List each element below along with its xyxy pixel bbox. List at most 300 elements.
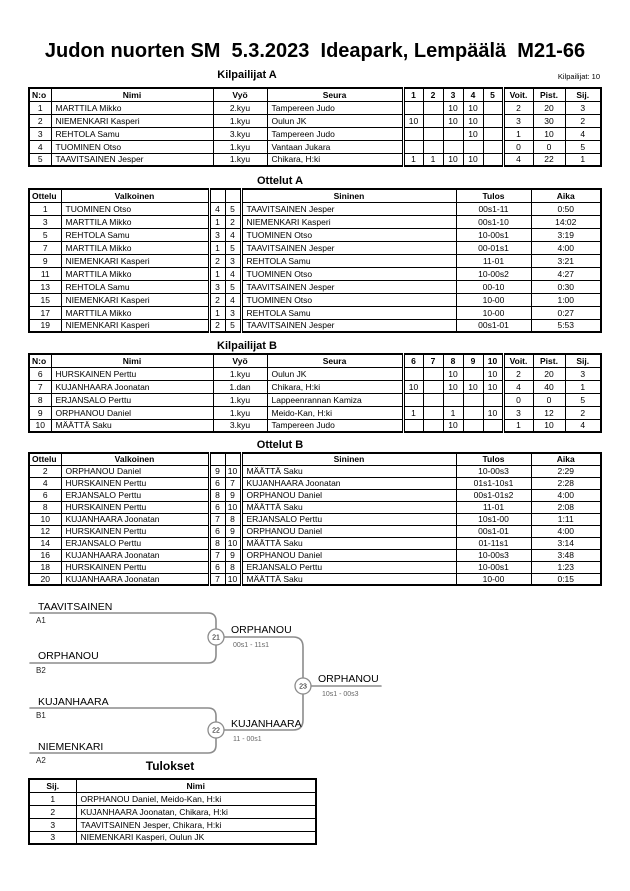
table-cell: 10-00s3 [456, 549, 531, 561]
table-row [29, 792, 316, 805]
table-cell: 2 [565, 114, 601, 127]
table-cell: 1 [443, 406, 463, 419]
table-cell: 10-00s1 [456, 228, 531, 241]
table-cell: HURSKAINEN Perttu [61, 525, 209, 537]
table-cell: 40 [533, 380, 565, 393]
table-cell [403, 367, 423, 380]
table-cell [403, 127, 423, 140]
table-cell: 10 [483, 380, 503, 393]
table-cell [463, 419, 483, 432]
table-cell: 9 [209, 465, 225, 477]
table-cell: MARTTILA Mikko [61, 306, 209, 319]
table-cell: 10 [225, 501, 241, 513]
table-row [29, 818, 316, 831]
table-cell: TAAVITSAINEN Jesper [51, 153, 213, 166]
table-row [29, 153, 601, 166]
table-cell: ORPHANOU Daniel [241, 489, 456, 501]
table-row [29, 489, 601, 501]
table-cell: 8 [225, 513, 241, 525]
table-cell: 10 [483, 367, 503, 380]
table-cell: 5 [565, 393, 601, 406]
table-cell: 3 [29, 818, 76, 831]
table-cell: REHTOLA Samu [61, 228, 209, 241]
table-cell: 4 [225, 228, 241, 241]
table-cell: 1 [503, 127, 533, 140]
table-row [29, 228, 601, 241]
table-cell: 15 [29, 293, 61, 306]
header-row [29, 453, 601, 465]
table-cell: 10-00s1 [456, 561, 531, 573]
table-cell: 2 [29, 114, 51, 127]
table-cell: 3 [503, 114, 533, 127]
table-cell: 6 [209, 561, 225, 573]
table-cell: NIEMENKARI Kasperi [61, 293, 209, 306]
table-cell [483, 101, 503, 114]
column-header: Pist. [533, 354, 565, 367]
column-header: 6 [403, 354, 423, 367]
table-cell: 10-00s3 [456, 465, 531, 477]
table-cell: 01-11s1 [456, 537, 531, 549]
table-cell: 10 [463, 153, 483, 166]
table-cell: 01s1-10s1 [456, 477, 531, 489]
column-header: Aika [531, 453, 601, 465]
column-header: 8 [443, 354, 463, 367]
table-cell: 4 [29, 140, 51, 153]
table-cell: 3 [225, 306, 241, 319]
table-cell: 1 [209, 215, 225, 228]
column-header: N:o [29, 354, 51, 367]
table-cell: 00s1-01 [456, 319, 531, 332]
table-cell: 2 [29, 805, 76, 818]
table-cell: ERJANSALO Perttu [241, 561, 456, 573]
table-cell: 10 [443, 153, 463, 166]
table-cell: Tampereen Judo [267, 127, 403, 140]
table-cell [483, 140, 503, 153]
table-cell: 1:00 [531, 293, 601, 306]
table-cell: 2:29 [531, 465, 601, 477]
bracket-seed-b2: B2 [36, 666, 46, 675]
table-row [29, 573, 601, 585]
column-header: Seura [267, 88, 403, 101]
table-cell: Oulun JK [267, 367, 403, 380]
table-row [29, 293, 601, 306]
column-header: 2 [423, 88, 443, 101]
column-header: Tulos [456, 453, 531, 465]
column-header: 5 [483, 88, 503, 101]
table-cell: 7 [29, 241, 61, 254]
table-cell: MÄÄTTÄ Saku [241, 537, 456, 549]
column-header [209, 453, 225, 465]
table-cell: 18 [29, 561, 61, 573]
table-row [29, 513, 601, 525]
table-row [29, 393, 601, 406]
table-cell [483, 393, 503, 406]
table-cell: KUJANHAARA Joonatan [61, 549, 209, 561]
table-cell: 00s1-11 [456, 202, 531, 215]
table-cell: 7 [225, 477, 241, 489]
table-cell: 4 [29, 477, 61, 489]
table-cell: 10 [403, 380, 423, 393]
table-cell: 14:02 [531, 215, 601, 228]
section-heading-kilpailijat-b: Kilpailijat B [217, 340, 277, 352]
column-header: Tulos [456, 189, 531, 202]
table-cell: MARTTILA Mikko [61, 267, 209, 280]
table-cell: 2 [503, 367, 533, 380]
table-cell: 0:15 [531, 573, 601, 585]
match-22-winner: KUJANHAARA [231, 718, 302, 730]
table-cell: 5:53 [531, 319, 601, 332]
column-header: Pist. [533, 88, 565, 101]
table-cell: MÄÄTTÄ Saku [241, 501, 456, 513]
table-cell: 20 [533, 367, 565, 380]
table-row [29, 561, 601, 573]
table-row [29, 549, 601, 561]
table-cell: 8 [29, 393, 51, 406]
table-cell: 3:48 [531, 549, 601, 561]
table-cell: MARTTILA Mikko [51, 101, 213, 114]
table-cell: 5 [565, 140, 601, 153]
table-cell: 10 [443, 380, 463, 393]
table-cell: Tampereen Judo [267, 419, 403, 432]
header-row [29, 189, 601, 202]
section-heading-tulokset: Tulokset [145, 759, 195, 773]
table-cell: MÄÄTTÄ Saku [241, 573, 456, 585]
table-cell: 8 [29, 501, 61, 513]
table-row [29, 280, 601, 293]
table-cell: 0 [503, 393, 533, 406]
table-cell [463, 406, 483, 419]
table-cell: 1.kyu [213, 367, 267, 380]
table-cell: 4 [225, 293, 241, 306]
table-cell: 10-00 [456, 306, 531, 319]
table-cell: NIEMENKARI Kasperi [61, 319, 209, 332]
header-row [29, 354, 601, 367]
table-cell: TAAVITSAINEN Jesper [241, 241, 456, 254]
table-row [29, 127, 601, 140]
table-cell: 00-01s1 [456, 241, 531, 254]
table-cell: 1.dan [213, 380, 267, 393]
table-cell: 10 [443, 367, 463, 380]
bracket-seed-a2: A2 [36, 756, 46, 765]
table-cell [423, 101, 443, 114]
table-cell: 4:00 [531, 489, 601, 501]
table-row [29, 306, 601, 319]
table-cell [403, 393, 423, 406]
match-23-winner: ORPHANOU [318, 673, 379, 685]
table-cell: 2 [209, 319, 225, 332]
column-header: Voit. [503, 354, 533, 367]
table-cell: 0:50 [531, 202, 601, 215]
table-cell: Chikara, H:ki [267, 380, 403, 393]
table-cell: 22 [533, 153, 565, 166]
table-cell: MARTTILA Mikko [61, 241, 209, 254]
table-cell: 6 [209, 477, 225, 489]
column-header: Ottelu [29, 453, 61, 465]
table-cell: ORPHANOU Daniel [241, 525, 456, 537]
ottelut-b-table [28, 452, 602, 586]
table-cell: 1 [29, 202, 61, 215]
column-header: Sij. [565, 88, 601, 101]
column-header: Ottelu [29, 189, 61, 202]
table-cell: 4 [565, 127, 601, 140]
table-row [29, 114, 601, 127]
table-cell: ERJANSALO Perttu [51, 393, 213, 406]
bracket-player-a2: NIEMENKARI [38, 741, 104, 753]
table-row [29, 465, 601, 477]
table-cell: NIEMENKARI Kasperi [51, 114, 213, 127]
table-cell: ORPHANOU Daniel [51, 406, 213, 419]
table-cell: 10 [443, 419, 463, 432]
table-cell: MÄÄTTÄ Saku [241, 465, 456, 477]
bracket-player-b1: KUJANHAARA [38, 696, 109, 708]
column-header: 10 [483, 354, 503, 367]
table-cell: 0 [503, 140, 533, 153]
section-heading-ottelut-b: Ottelut B [256, 439, 304, 451]
table-cell: 4:00 [531, 241, 601, 254]
table-cell: 1 [565, 153, 601, 166]
table-cell: 10 [443, 114, 463, 127]
kilpailijat-a-table [28, 87, 602, 167]
match-23-number: 23 [299, 683, 307, 691]
table-cell: 4 [503, 153, 533, 166]
table-cell: 30 [533, 114, 565, 127]
table-cell [423, 406, 443, 419]
table-row [29, 501, 601, 513]
table-cell: 7 [209, 573, 225, 585]
table-cell: 3:19 [531, 228, 601, 241]
table-cell [423, 380, 443, 393]
table-cell: ERJANSALO Perttu [61, 537, 209, 549]
match-22-number: 22 [212, 727, 220, 735]
column-header: 3 [443, 88, 463, 101]
table-row [29, 406, 601, 419]
table-cell: ORPHANOU Daniel [61, 465, 209, 477]
table-cell: 2 [209, 293, 225, 306]
table-cell: 6 [209, 501, 225, 513]
table-cell: 2 [29, 465, 61, 477]
table-cell: 8 [209, 489, 225, 501]
table-cell [423, 114, 443, 127]
table-cell: Meido-Kan, H:ki [267, 406, 403, 419]
table-cell: HURSKAINEN Perttu [61, 477, 209, 489]
column-header: Valkoinen [61, 189, 209, 202]
table-cell: 4:27 [531, 267, 601, 280]
table-cell: 10s1-00 [456, 513, 531, 525]
competitors-count-label: Kilpailijat: 10 [557, 72, 600, 81]
table-row [29, 367, 601, 380]
table-cell [443, 393, 463, 406]
table-cell [423, 419, 443, 432]
section-heading-kilpailijat-a: Kilpailijat A [217, 69, 277, 81]
table-cell: 3:14 [531, 537, 601, 549]
table-cell: 2 [209, 254, 225, 267]
table-cell: 2.kyu [213, 101, 267, 114]
table-cell: 3 [29, 127, 51, 140]
table-cell: 3 [565, 101, 601, 114]
table-cell: 8 [225, 561, 241, 573]
table-cell: 1:11 [531, 513, 601, 525]
table-cell: 19 [29, 319, 61, 332]
table-cell: HURSKAINEN Perttu [61, 501, 209, 513]
table-cell [443, 140, 463, 153]
table-cell: 1.kyu [213, 140, 267, 153]
table-cell [423, 367, 443, 380]
table-cell: 10 [443, 101, 463, 114]
table-cell: 5 [225, 319, 241, 332]
table-cell: KUJANHAARA Joonatan [61, 573, 209, 585]
table-cell: 1 [209, 241, 225, 254]
table-cell: 3:21 [531, 254, 601, 267]
table-cell [403, 101, 423, 114]
table-cell [483, 419, 503, 432]
column-header: Valkoinen [61, 453, 209, 465]
table-cell: MÄÄTTÄ Saku [51, 419, 213, 432]
table-cell: 5 [225, 241, 241, 254]
kilpailijat-b-table [28, 353, 602, 433]
column-header: 7 [423, 354, 443, 367]
table-cell: NIEMENKARI Kasperi, Oulun JK [76, 831, 316, 844]
column-header: Seura [267, 354, 403, 367]
table-cell: 9 [29, 406, 51, 419]
table-cell: 2:28 [531, 477, 601, 489]
table-cell: NIEMENKARI Kasperi [61, 254, 209, 267]
table-cell: 1.kyu [213, 114, 267, 127]
table-cell: 5 [225, 280, 241, 293]
bracket-player-b2: ORPHANOU [38, 650, 99, 662]
match-23-score: 10s1 - 00s3 [322, 691, 359, 698]
table-cell [463, 367, 483, 380]
table-cell: 00-10 [456, 280, 531, 293]
table-cell: REHTOLA Samu [241, 306, 456, 319]
table-cell: 16 [29, 549, 61, 561]
table-row [29, 241, 601, 254]
ottelut-a-table [28, 188, 602, 333]
table-cell: 10 [463, 380, 483, 393]
table-cell: 11-01 [456, 501, 531, 513]
table-cell: Oulun JK [267, 114, 403, 127]
table-cell: 1.kyu [213, 153, 267, 166]
table-cell [483, 127, 503, 140]
table-cell: 0 [533, 393, 565, 406]
bracket-seed-a1: A1 [36, 616, 46, 625]
table-cell: 10 [463, 114, 483, 127]
table-cell: KUJANHAARA Joonatan, Chikara, H:ki [76, 805, 316, 818]
table-cell: 9 [225, 489, 241, 501]
table-cell: 3.kyu [213, 419, 267, 432]
table-cell [423, 140, 443, 153]
table-cell: 3 [225, 254, 241, 267]
table-cell: 4 [503, 380, 533, 393]
table-cell: 7 [29, 380, 51, 393]
tulokset-table [28, 778, 317, 845]
table-cell: 12 [533, 406, 565, 419]
table-cell [403, 419, 423, 432]
table-cell: MARTTILA Mikko [61, 215, 209, 228]
table-cell: KUJANHAARA Joonatan [61, 513, 209, 525]
column-header: Voit. [503, 88, 533, 101]
table-cell: Tampereen Judo [267, 101, 403, 114]
table-cell [423, 393, 443, 406]
header-row [29, 779, 316, 792]
table-cell: 9 [29, 254, 61, 267]
table-cell: 3 [29, 831, 76, 844]
table-cell: 10 [225, 465, 241, 477]
table-cell: TAAVITSAINEN Jesper [241, 202, 456, 215]
table-cell: 10 [225, 573, 241, 585]
table-cell: 12 [29, 525, 61, 537]
table-cell: 5 [225, 202, 241, 215]
table-cell: TUOMINEN Otso [241, 293, 456, 306]
column-header: Vyö [213, 88, 267, 101]
table-cell: 10 [29, 419, 51, 432]
table-cell: REHTOLA Samu [241, 254, 456, 267]
table-cell: ERJANSALO Perttu [61, 489, 209, 501]
table-cell: Chikara, H:ki [267, 153, 403, 166]
table-row [29, 202, 601, 215]
table-cell [423, 127, 443, 140]
table-cell [443, 127, 463, 140]
table-cell: TUOMINEN Otso [51, 140, 213, 153]
bracket-seed-b1: B1 [36, 711, 46, 720]
table-row [29, 319, 601, 332]
table-cell: 4:00 [531, 525, 601, 537]
table-cell [463, 393, 483, 406]
column-header: Sininen [241, 453, 456, 465]
table-cell: NIEMENKARI Kasperi [241, 215, 456, 228]
table-cell: 1 [403, 153, 423, 166]
table-cell [483, 114, 503, 127]
table-cell: 7 [209, 513, 225, 525]
column-header: Nimi [76, 779, 316, 792]
table-cell: 00s1-01s2 [456, 489, 531, 501]
column-header: Sij. [565, 354, 601, 367]
table-cell: ORPHANOU Daniel, Meido-Kan, H:ki [76, 792, 316, 805]
table-cell: 0:30 [531, 280, 601, 293]
table-cell: 9 [225, 549, 241, 561]
column-header: 4 [463, 88, 483, 101]
column-header: Vyö [213, 354, 267, 367]
column-header: Aika [531, 189, 601, 202]
table-cell: 1 [29, 792, 76, 805]
table-row [29, 477, 601, 489]
table-cell: 0 [533, 140, 565, 153]
table-cell: 2 [225, 215, 241, 228]
table-cell [483, 153, 503, 166]
column-header: N:o [29, 88, 51, 101]
table-cell: HURSKAINEN Perttu [51, 367, 213, 380]
table-cell: 1 [29, 101, 51, 114]
table-row [29, 254, 601, 267]
table-cell: 3 [29, 215, 61, 228]
column-header: 9 [463, 354, 483, 367]
table-cell: 2:08 [531, 501, 601, 513]
table-row [29, 525, 601, 537]
table-cell: 4 [209, 202, 225, 215]
table-cell: 6 [29, 489, 61, 501]
table-cell: TAAVITSAINEN Jesper [241, 280, 456, 293]
table-cell: 10 [463, 101, 483, 114]
table-cell: ERJANSALO Perttu [241, 513, 456, 525]
table-cell: 1:23 [531, 561, 601, 573]
table-cell: 1 [209, 267, 225, 280]
table-cell: 13 [29, 280, 61, 293]
table-cell: Vantaan Jukara [267, 140, 403, 153]
table-cell: 00s1-10 [456, 215, 531, 228]
header-row [29, 88, 601, 101]
match-21-number: 21 [212, 634, 220, 642]
table-cell: 2 [565, 406, 601, 419]
table-cell: 1 [403, 406, 423, 419]
